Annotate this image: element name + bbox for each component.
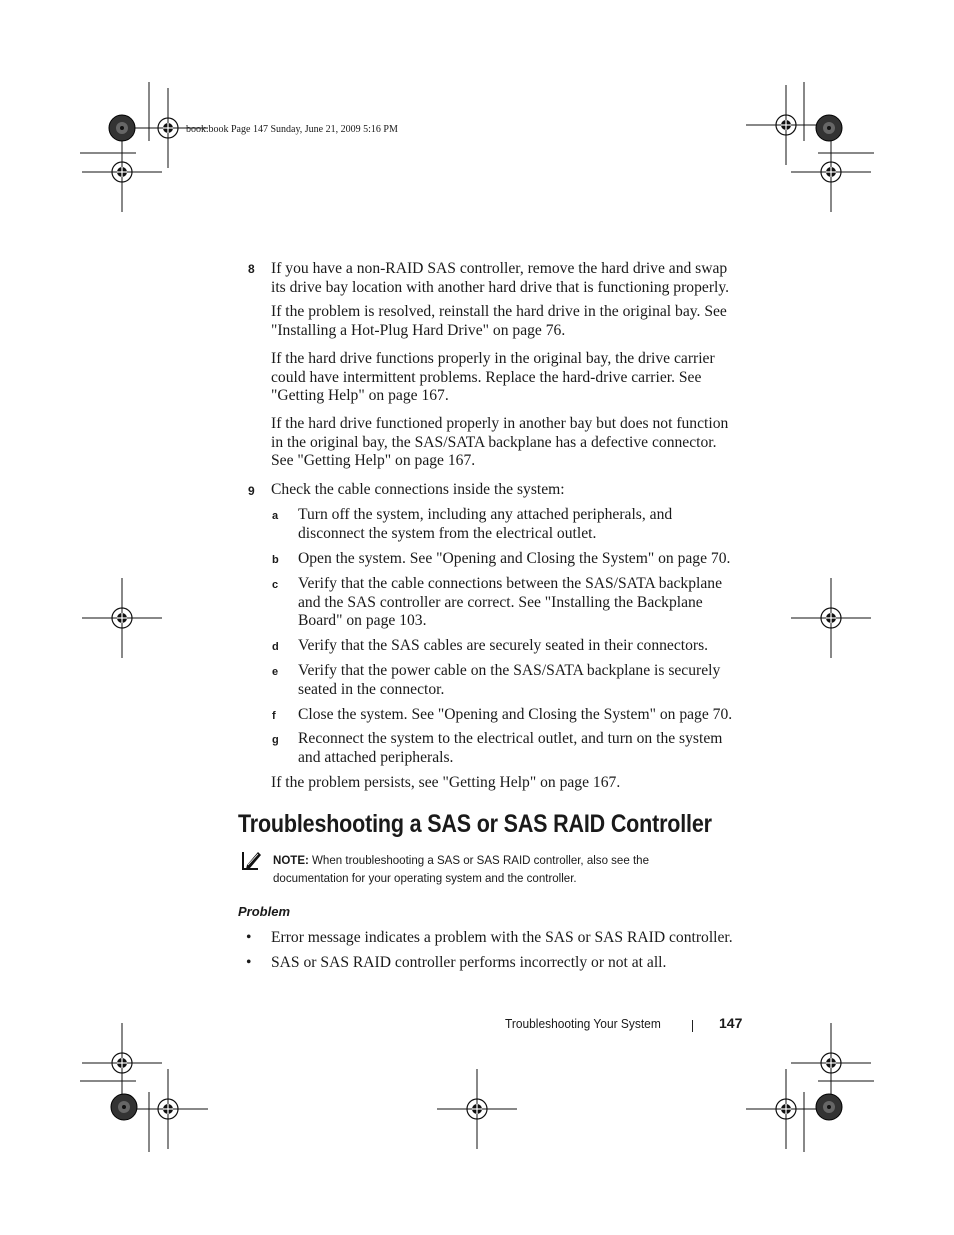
note-text (273, 851, 682, 887)
footer-chapter-title: Troubleshooting Your System (505, 1016, 661, 1031)
step-text: Check the cable connections inside the system: (271, 481, 565, 498)
substep-text: Close the system. See "Opening and Closing the System" on page 70. (298, 706, 733, 723)
substep-letter: e (272, 666, 279, 678)
paragraph: If the problem is resolved, reinstall the hard drive in the original bay. See "Installing a Hot-Plug Hard Drive" on page 76. (271, 303, 727, 339)
substep-letter: g (272, 734, 279, 746)
paragraph: If the hard drive functioned properly in another bay but does not function in the original bay, the SAS/SATA backplane has a defective connector. See "Getting Help" on page 167. (271, 415, 729, 470)
print-header: book.book Page 147 Sunday, June 21, 2009 5:16 PM (186, 124, 398, 135)
substep-text: Verify that the cable connections between the SAS/SATA backplane and the SAS controller are correct. See "Installing the Backplane Board" on page 103. (298, 575, 722, 630)
substep-letter: b (272, 554, 279, 566)
bullet-dot: • (246, 954, 252, 971)
note-pencil-icon (240, 848, 262, 872)
footer-separator (692, 1020, 693, 1032)
bullet-text: Error message indicates a problem with the SAS or SAS RAID controller. (271, 929, 733, 946)
substep-text: Turn off the system, including any attached peripherals, and disconnect the system from the electrical outlet. (298, 506, 673, 542)
substep-letter: c (272, 579, 279, 591)
substep-text: Open the system. See "Opening and Closing the System" on page 70. (298, 550, 731, 567)
substep-letter: d (272, 641, 279, 653)
step-text: If you have a non-RAID SAS controller, remove the hard drive and swap its drive bay location with another hard drive that is functioning properly. (271, 260, 730, 296)
substep-letter: a (272, 510, 279, 522)
bullet-text: SAS or SAS RAID controller performs incorrectly or not at all. (271, 954, 667, 971)
page-number: 147 (719, 1015, 743, 1031)
paragraph: If the hard drive functions properly in the original bay, the drive carrier could have intermittent problems. Replace the hard-drive carrier. See "Getting Help" on page 167. (271, 350, 715, 405)
problem-label: Problem (238, 904, 291, 919)
substep-text: Reconnect the system to the electrical outlet, and turn on the system and attached peripherals. (298, 730, 723, 766)
bullet-dot: • (246, 929, 252, 946)
closing-paragraph: If the problem persists, see "Getting Help" on page 167. (271, 774, 621, 791)
note-label: NOTE: (273, 853, 309, 867)
substep-text: Verify that the power cable on the SAS/SATA backplane is securely seated in the connector. (298, 662, 721, 698)
step-number: 8 (248, 262, 255, 276)
substep-letter: f (272, 710, 276, 722)
step-number: 9 (248, 484, 255, 498)
substep-text: Verify that the SAS cables are securely seated in their connectors. (298, 637, 709, 654)
note-body: When troubleshooting a SAS or SAS RAID controller, also see the documentation for your operating system and the controller. (273, 853, 649, 885)
section-heading: Troubleshooting a SAS or SAS RAID Controller (238, 810, 712, 838)
